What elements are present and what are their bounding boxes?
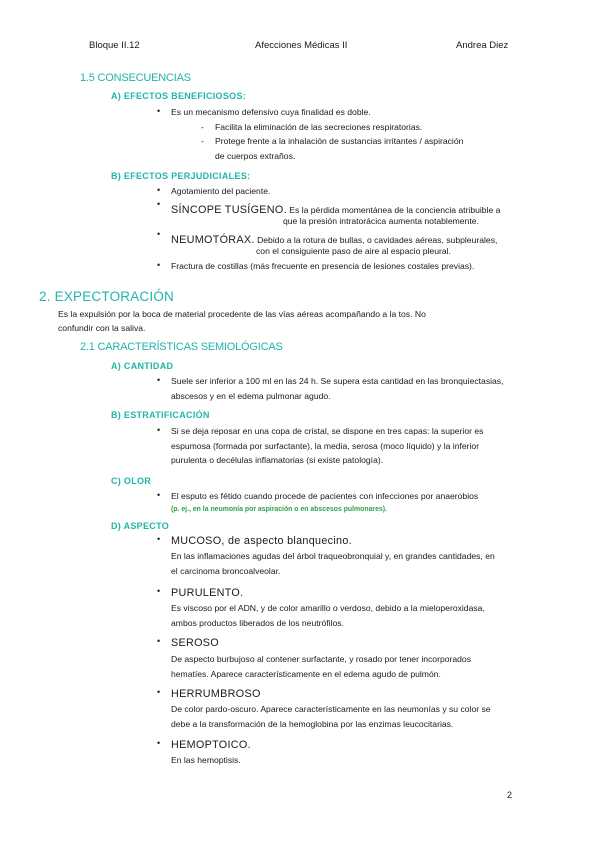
text-line: De aspecto burbujoso al contener surfactante, y rosado por tener incorporados [171, 654, 472, 664]
text-line: Es la pérdida momentánea de la conciencia atribuible a [286, 205, 501, 215]
subsection-cantidad-title: A) CANTIDAD [111, 361, 174, 371]
text-line: que la presión intratorácica aumenta notablemente. [283, 216, 479, 226]
header-center: Afecciones Médicas II [255, 40, 348, 51]
list-item: • Fractura de costillas (más frecuente en presencia de lesiones costales previas). [171, 261, 474, 271]
list-item: • Es un mecanismo defensivo cuya finalidad es doble. [171, 107, 371, 117]
list-item: • PURULENTO. [171, 587, 243, 599]
section-2-1-title: 2.1 CARACTERÍSTICAS SEMIOLÓGICAS [80, 341, 283, 353]
list-item: • HEMOPTOICO. [171, 739, 251, 751]
subsection-b-title: B) EFECTOS PERJUDICIALES: [111, 171, 251, 181]
section-2-title: 2. EXPECTORACIÓN [39, 289, 174, 304]
list-item: • SEROSO [171, 637, 219, 649]
section-1-5-title: 1.5 CONSECUENCIAS [80, 72, 191, 84]
text-line: de cuerpos extraños. [215, 151, 296, 161]
subsection-a-title: A) EFECTOS BENEFICIOSOS: [111, 91, 247, 101]
list-item: • MUCOSO, de aspecto blanquecino. [171, 535, 352, 547]
list-item: - Protege frente a la inhalación de sustancias irritantes / aspiración [215, 136, 463, 146]
text-line: En las inflamaciones agudas del árbol traqueobronquial y, en grandes cantidades, en [171, 551, 495, 561]
list-item: • Si se deja reposar en una copa de cristal, se dispone en tres capas: la superior es [171, 426, 483, 436]
paragraph-line: Es la expulsión por la boca de material procedente de las vías aéreas acompañando a la tos. No [58, 309, 426, 319]
subsection-aspecto-title: D) ASPECTO [111, 521, 170, 531]
text-line: el carcinoma broncoalveolar. [171, 566, 281, 576]
header-left: Bloque II.12 [89, 40, 140, 51]
text-line: ambos productos liberados de los neutrófilos. [171, 618, 344, 628]
text-line: De color pardo-oscuro. Aparece característicamente en las neumonías y su color se [171, 704, 491, 714]
text-line: Debido a la rotura de bullas, o cavidades aéreas, subpleurales, [254, 235, 498, 245]
list-item: • Agotamiento del paciente. [171, 186, 270, 196]
header-right: Andrea Diez [456, 40, 509, 51]
list-item: - Facilita la eliminación de las secreciones respiratorias. [215, 122, 422, 132]
page-number: 2 [507, 790, 513, 800]
text-line: purulenta o decélulas inflamatorias (si existe patología). [171, 455, 384, 465]
subsection-estratificacion-title: B) ESTRATIFICACIÓN [111, 410, 210, 420]
text-line: con el consiguiente paso de aire al espacio pleural. [256, 246, 451, 256]
text-line: espumosa (formada por surfactante), la media, serosa (moco líquido) y la inferior [171, 441, 480, 451]
text-line: Es viscoso por el ADN, y de color amarillo o verdoso, debido a la mieloperoxidasa, [171, 603, 485, 613]
list-item: • Suele ser inferior a 100 ml en las 24 h. Se supera esta cantidad en las bronquiectasias, [171, 376, 504, 386]
term-heading: NEUMOTÓRAX. [171, 234, 255, 246]
text-line: debe a la transformación de la hemoglobina por las enzimas leucocitarias. [171, 719, 454, 729]
list-item: • HERRUMBROSO [171, 688, 261, 700]
text-line: abscesos y en el edema pulmonar agudo. [171, 391, 331, 401]
note-line: (p. ej., en la neumonía por aspiración o en abscesos pulmonares). [171, 506, 387, 513]
paragraph-line: confundir con la saliva. [58, 323, 146, 333]
term-heading: SÍNCOPE TUSÍGENO. [171, 204, 287, 216]
subsection-olor-title: C) OLOR [111, 476, 152, 486]
text-line: En las hemoptisis. [171, 755, 241, 765]
list-item: • El esputo es fétido cuando procede de pacientes con infecciones por anaerobios [171, 491, 478, 501]
text-line: hematíes. Aparece característicamente en el edema agudo de pulmón. [171, 669, 441, 679]
